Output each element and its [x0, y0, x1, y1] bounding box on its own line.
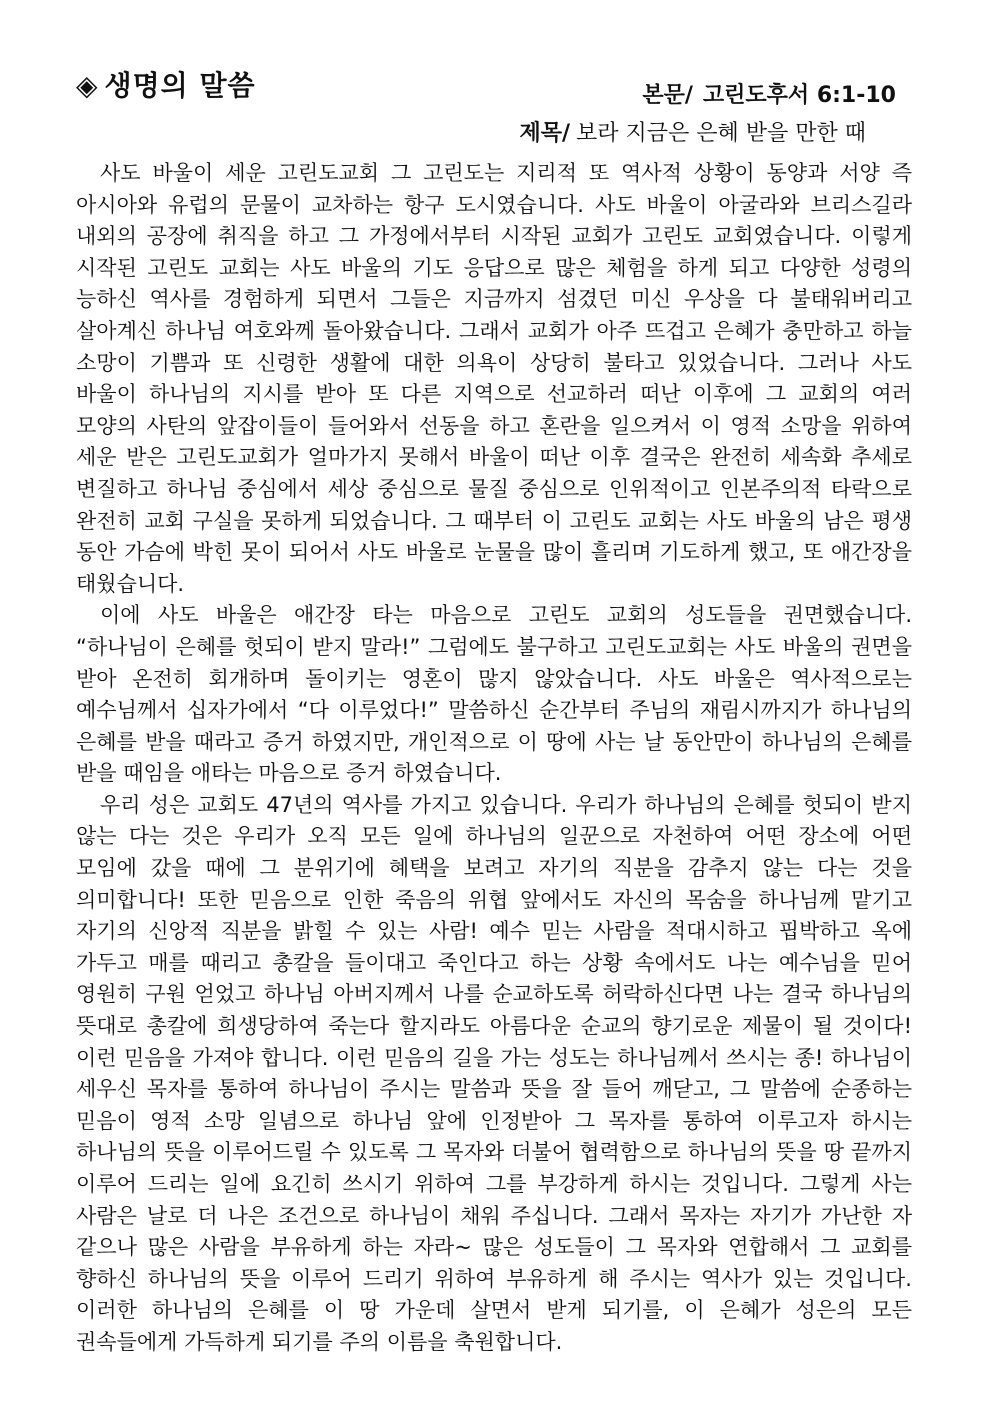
- diamond-bullet-icon: ◈: [76, 69, 99, 102]
- sermon-title: [519, 116, 866, 147]
- section-title: [76, 64, 256, 104]
- sermon-body: [76, 158, 912, 1359]
- body-paragraph-3: 우리 성은 교회도 47년의 역사를 가지고 있습니다. 우리가 하나님의 은혜를 헛되이 받지 않는 다는 것은 우리가 오직 모든 일에 하나님의 일꾼으로 자천하여 어떤 장소에 어떤 모임에 갔을 때에 그 분위기에 혜택을 보려고 자기의 직분을 감추지 않는 다는 것을 의미합니다! 또한 믿음으로 인한 죽음의 위협 앞에서도 자신의 목숨을 하나님께 맡기고 자기의 신앙적 직분을 밝힐 수 있는 사람! 예수 믿는 사람을 적대시하고 핍박하고 옥에 가두고 매를 때리고 총칼을 들이대고 죽인다고 하는 상황 속에서도 나는 예수님을 믿어 영원히 구원 얻었고 하나님 아버지께서 나를 순교하도록 허락하신다면 나는 결국 하나님의 뜻대로 총칼에 희생당하여 죽는다 할지라도 아름다운 순교의 향기로운 제물이 될 것이다! 이런 믿음을 가져야 합니다. 이런 믿음의 길을 가는 성도는 하나님께서 쓰시는 종! 하나님이 세우신 목자를 통하여 하나님이 주시는 말씀과 뜻을 잘 들어 깨닫고, 그 말씀에 순종하는 믿음이 영적 소망 일념으로 하나님 앞에 인정받아 그 목자를 통하여 이루고자 하시는 하나님의 뜻을 이루어드릴 수 있도록 그 목자와 더불어 협력함으로 하나님의 뜻을 땅 끝까지 이루어 드리는 일에 요긴히 쓰시기 위하여 그를 부강하게 하시는 것입니다. 그렇게 사는 사람은 날로 더 나은 조건으로 하나님이 채워 주십니다. 그래서 목자는 자기가 가난한 자 같으나 많은 사람을 부유하게 하는 자라~ 많은 성도들이 그 목자와 연합해서 그 교회를 향하신 하나님의 뜻을 이루어 드리기 위하여 부유하게 해 주시는 역사가 있는 것입니다. 이러한 하나님의 은혜를 이 땅 가운데 살면서 받게 되기를, 이 은혜가 성은의 모든 권속들에게 가득하게 되기를 주의 이름을 축원합니다.: [76, 792, 912, 1354]
- section-title-text: 생명의 말씀: [104, 69, 256, 102]
- body-paragraph-2: 이에 사도 바울은 애간장 타는 마음으로 고린도 교회의 성도들을 권면했습니다. “하나님이 은혜를 헛되이 받지 말라!” 그럼에도 불구하고 고린도교회는 사도 바울의 권면을 받아 온전히 회개하며 돌이키는 영혼이 많지 않았습니다. 사도 바울은 역사적으로는 예수님께서 십자가에서 “다 이루었다!” 말씀하신 순간부터 주님의 재림시까지가 하나님의 은혜를 받을 때라고 증거 하였지만, 개인적으로 이 땅에 사는 날 동안만이 하나님의 은혜를 받을 때임을 애타는 마음으로 증거 하였습니다.: [76, 603, 912, 786]
- scripture-reference: [642, 78, 896, 109]
- scripture-label: 본문/: [642, 83, 693, 108]
- sermon-title-text: 보라 지금은 은혜 받을 만한 때: [576, 121, 866, 146]
- body-paragraph-1: 사도 바울이 세운 고린도교회 그 고린도는 지리적 또 역사적 상황이 동양과 서양 즉 아시아와 유럽의 문물이 교차하는 항구 도시였습니다. 사도 바울이 아굴라와 브리스길라 내외의 공장에 취직을 하고 그 가정에서부터 시작된 교회가 고린도 교회였습니다. 이렇게 시작된 고린도 교회는 사도 바울의 기도 응답으로 많은 체험을 하게 되고 다양한 성령의 능하신 역사를 경험하게 되면서 그들은 지금까지 섬겼던 미신 우상을 다 불태워버리고 살아계신 하나님 여호와께 돌아왔습니다. 그래서 교회가 아주 뜨겁고 은혜가 충만하고 하늘 소망이 기쁨과 또 신령한 생활에 대한 의욕이 상당히 불타고 있었습니다. 그러나 사도 바울이 하나님의 지시를 받아 또 다른 지역으로 선교하러 떠난 이후에 그 교회의 여러 모양의 사탄의 앞잡이들이 들어와서 선동을 하고 혼란을 일으켜서 이 영적 소망을 위하여 세운 받은 고린도교회가 얼마가지 못해서 바울이 떠난 이후 결국은 완전히 세속화 추세로 변질하고 하나님 중심에서 세상 중심으로 물질 중심으로 인위적이고 인본주의적 타락으로 완전히 교회 구실을 못하게 되었습니다. 그 때부터 이 고린도 교회는 사도 바울의 남은 평생 동안 가슴에 박힌 못이 되어서 사도 바울로 눈물을 많이 흘리며 기도하게 했고, 또 애간장을 태웠습니다.: [76, 161, 912, 596]
- scripture-ref-text: 고린도후서 6:1-10: [702, 83, 896, 108]
- sermon-title-label: 제목/: [519, 121, 570, 146]
